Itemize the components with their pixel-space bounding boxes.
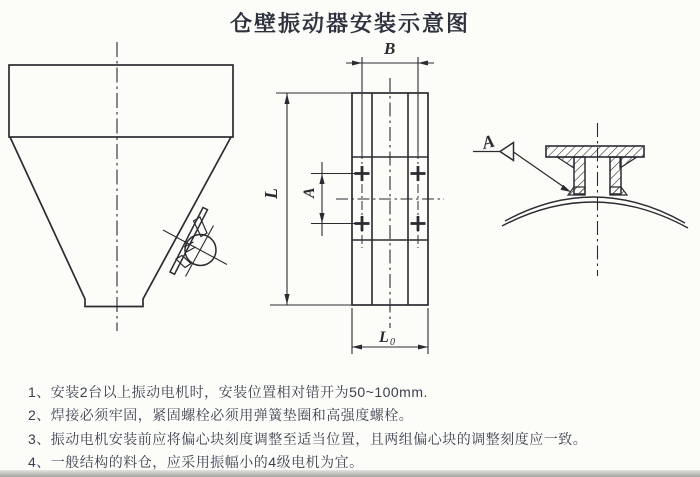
dim-label-l0: L <box>379 329 389 346</box>
seat-gusset-left <box>557 157 574 168</box>
note-4: 4、一般结构的料仓，应采用振幅小的4级电机为宜。 <box>28 453 364 470</box>
bin-wall-outer-arc <box>505 197 685 223</box>
dimension-a <box>311 162 356 236</box>
dim-label-l: L <box>261 188 281 199</box>
dim-label-a: A <box>301 187 318 198</box>
note-2: 2、焊接必须牢固，紧固螺栓必须用弹簧垫圈和高强度螺栓。 <box>28 407 414 424</box>
section-view-figure <box>473 123 688 276</box>
mounting-channel-figure <box>261 39 444 354</box>
seat-top-plate <box>546 146 644 157</box>
seat-foot-left <box>568 187 585 195</box>
dim-label-l0-sub: 0 <box>390 337 395 348</box>
note-3: 3、振动电机安装前应将偏心块刻度调整至适当位置，且两组偏心块的调整刻度应一致。 <box>28 430 588 447</box>
bin-body <box>9 65 233 137</box>
seat-foot-right <box>610 187 627 195</box>
installation-notes <box>28 381 688 474</box>
seat-gusset-right <box>620 157 637 168</box>
hopper-funnel <box>10 137 231 307</box>
view-a-label: A <box>480 130 497 153</box>
dim-label-b: B <box>384 39 396 58</box>
scan-edge-shadow <box>0 470 700 477</box>
page-title: 仓壁振动器安装示意图 <box>229 11 470 36</box>
bin-wall-inner-arc <box>502 202 688 228</box>
note-1: 1、安装2台以上振动电机时，安装位置相对错开为50~100mm. <box>28 384 428 400</box>
hopper-figure <box>9 42 233 331</box>
